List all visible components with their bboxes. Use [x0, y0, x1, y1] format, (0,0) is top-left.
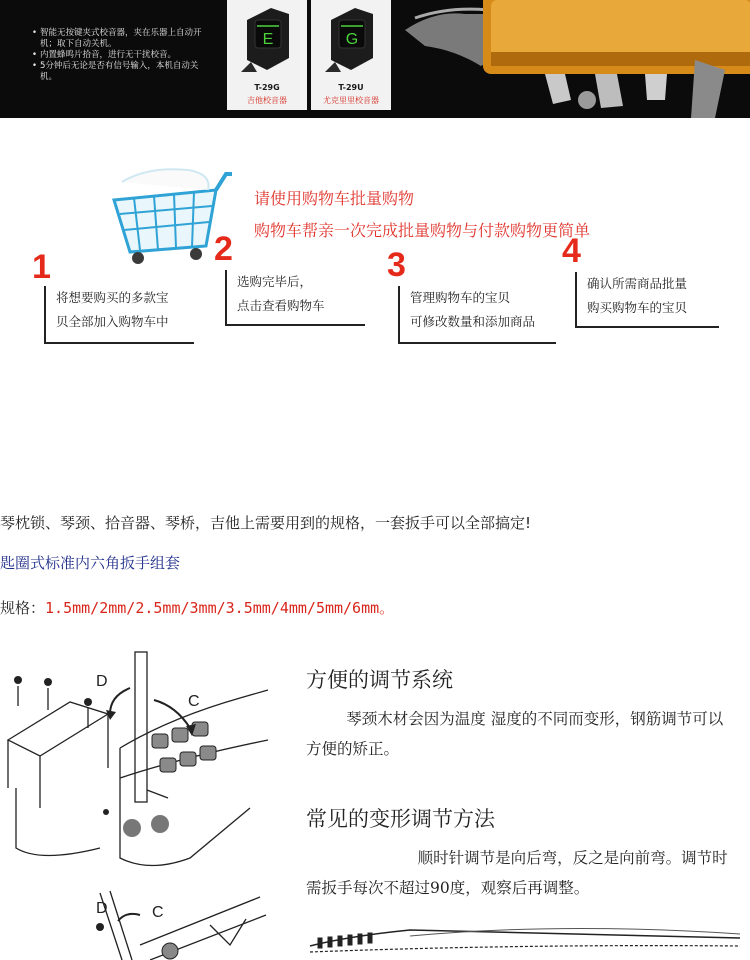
tuner-screen-letter: G [345, 31, 359, 48]
truss-rod-diagram [0, 648, 270, 873]
product-banner [0, 0, 750, 118]
tuner-model: T-29G [254, 83, 280, 92]
neck-bow-diagram [300, 918, 750, 960]
wrench-spec [0, 597, 394, 618]
tuner-card-guitar [227, 0, 307, 110]
cart-guide-subtitle: 购物车帮亲一次完成批量购物与付款购物更简单 [254, 221, 591, 240]
section-text: 顺时针调节是向后弯，反之是向前弯。调节时需扳手每次不超过90度，观察后再调整。 [306, 849, 728, 897]
step-text: 管理购物车的宝贝 [410, 290, 511, 305]
step-card [44, 286, 194, 344]
wrench-intro: 琴枕锁、琴颈、拾音器、琴桥，吉他上需要用到的规格，一套扳手可以全部搞定! [0, 514, 532, 532]
rotation-label-c: C [188, 693, 200, 710]
step-card [575, 272, 719, 328]
feature-item: • 内置蜂鸣片拾音，进行无干扰校音。 [32, 50, 207, 61]
step-text: 选购完毕后， [237, 274, 313, 289]
tuner-card-ukulele [311, 0, 391, 110]
tuner-name: 尤克里里校音器 [323, 96, 379, 105]
step-text: 购买购物车的宝贝 [587, 300, 688, 315]
truss-rod-diagram-2 [70, 885, 270, 960]
step-number: 2 [214, 230, 233, 268]
step-text: 将想要购买的多款宝 [56, 290, 169, 305]
rotation-label-c: C [152, 904, 164, 921]
step-text: 贝全部加入购物车中 [56, 314, 169, 329]
clip-tuner-image [311, 0, 391, 78]
feature-item: • 5分钟后无论是否有信号输入，本机自动关机。 [32, 61, 207, 83]
feature-list [32, 28, 207, 83]
tuner-screen-letter: E [262, 31, 274, 48]
tuner-name: 吉他校音器 [247, 96, 287, 105]
section-title: 常见的变形调节方法 [306, 807, 495, 831]
step-card [398, 286, 556, 344]
cart-guide-title: 请使用购物车批量购物 [254, 189, 415, 208]
feature-item: • 智能无按键夹式校音器，夹在乐器上自动开机；取下自动关机。 [32, 28, 207, 50]
step-number: 4 [562, 232, 581, 270]
section-text: 琴颈木材会因为温度 湿度的不同而变形，钢筋调节可以方便的矫正。 [306, 710, 724, 758]
guitar-headstock-image [395, 0, 750, 118]
rotation-label-d: D [96, 673, 108, 690]
step-text: 点击查看购物车 [237, 298, 325, 313]
wrench-set-name: 匙圈式标准内六角扳手组套 [0, 554, 181, 572]
step-number: 3 [387, 246, 406, 284]
step-number: 1 [32, 248, 51, 286]
step-text: 可修改数量和添加商品 [410, 314, 536, 329]
clip-tuner-image [227, 0, 307, 78]
step-card [225, 270, 365, 326]
tuner-model: T-29U [338, 83, 364, 92]
rotation-label-d: D [96, 900, 108, 917]
section-title: 方便的调节系统 [306, 668, 453, 692]
spec-label: 规格： [0, 599, 46, 617]
spec-value: 1.5mm/2mm/2.5mm/3mm/3.5mm/4mm/5mm/6mm。 [45, 599, 395, 617]
step-text: 确认所需商品批量 [587, 276, 688, 291]
